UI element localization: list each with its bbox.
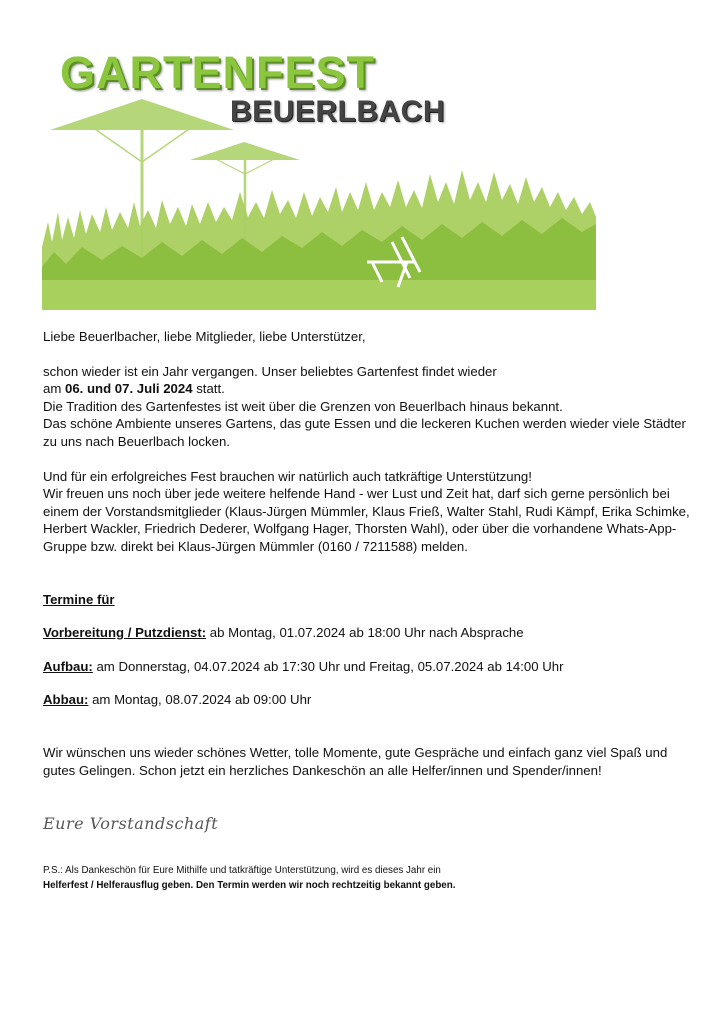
banner-title: GARTENFEST xyxy=(60,47,376,98)
schedule-item: Abbau: am Montag, 08.07.2024 ab 09:00 Uhr xyxy=(43,692,312,708)
postscript-line1: P.S.: Als Dankeschön für Eure Mithilfe und tatkräftige Unterstützung, wird es dieses Jahr ein xyxy=(43,864,441,876)
schedule-heading: Termine für xyxy=(43,591,115,607)
paragraph-intro-line1: schon wieder ist ein Jahr vergangen. Unser beliebtes Gartenfest findet wieder xyxy=(43,363,497,379)
paragraph-support-line1: Und für ein erfolgreiches Fest brauchen wir natürlich auch tatkräftige Unterstützung! xyxy=(43,468,532,484)
header-banner xyxy=(42,42,596,310)
letter-body xyxy=(43,328,693,893)
schedule-item: Vorbereitung / Putzdienst: ab Montag, 01.07.2024 ab 18:00 Uhr nach Absprache xyxy=(43,625,524,641)
banner-subtitle: BEUERLBACH xyxy=(230,95,445,128)
event-date: 06. und 07. Juli 2024 xyxy=(64,381,193,397)
closing-wishes: Wir wünschen uns wieder schönes Wetter, tolle Momente, gute Gespräche und einfach ganz viel Spaß und gutes Gelingen. Schon jetzt ein herzliches Dankeschön an alle Helfer/innen und Spender/innen! xyxy=(43,744,668,778)
postscript xyxy=(43,863,693,893)
postscript-line2: Helferfest / Helferausflug geben. Den Termin werden wir noch rechtzeitig bekannt geben. xyxy=(43,879,456,891)
paragraph-intro-line4: Das schöne Ambiente unseres Gartens, das gute Essen und die leckeren Kuchen werden wieder viele Städter zu uns nach Beuerlbach locken. xyxy=(43,416,686,449)
schedule-item: Aufbau: am Donnerstag, 04.07.2024 ab 17:30 Uhr und Freitag, 05.07.2024 ab 14:00 Uhr xyxy=(43,658,564,674)
greeting: Liebe Beuerlbacher, liebe Mitglieder, liebe Unterstützer, xyxy=(43,329,366,344)
paragraph-support-line2: Wir freuen uns noch über jede weitere helfende Hand - wer Lust und Zeit hat, darf sich gerne persönlich bei einem der Vorstandsmitglieder (Klaus-Jürgen Mümmler, Klaus Frieß, Walter Stahl, Rudi Kämpf, Erika Schimke, Herbert Wackler, Friedrich Dederer, Wolfgang Hager, Thorsten Wahl), oder über die vorhandene Whats-App-Gruppe bzw. direkt bei Klaus-Jürgen Mümmler (0160 / 7211588) melden. xyxy=(43,486,690,554)
paragraph-intro-date: am 06. und 07. Juli 2024 statt. xyxy=(43,381,225,397)
paragraph-intro-line3: Die Tradition des Gartenfestes ist weit über die Grenzen von Beuerlbach hinaus bekannt. xyxy=(43,398,563,414)
signature: Eure Vorstandschaft xyxy=(43,814,219,834)
